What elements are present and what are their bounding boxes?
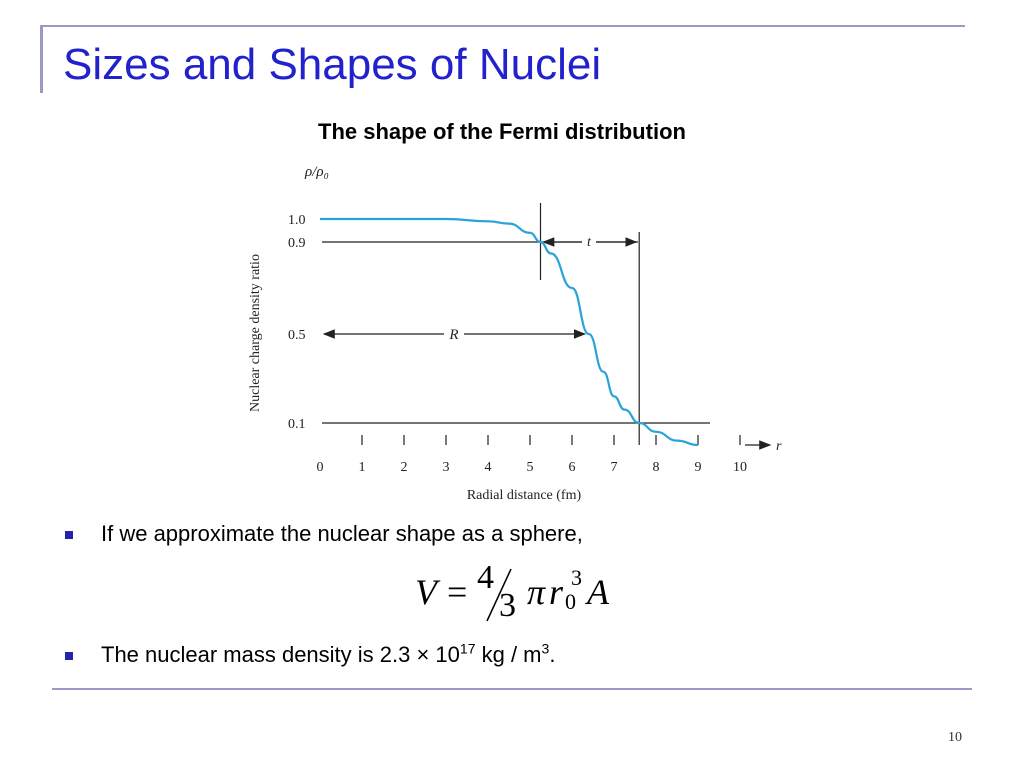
x-tick-label: 4 — [484, 460, 492, 475]
x-tick-label: 7 — [610, 460, 618, 475]
y-tick-label: 0.5 — [288, 328, 306, 343]
t-label: t — [587, 235, 591, 250]
density-text-suffix: . — [549, 642, 556, 667]
formula-pi: π — [527, 572, 546, 612]
bullet-mass-density — [65, 640, 555, 670]
y-tick-label: 1.0 — [288, 213, 306, 228]
formula-lhs: V — [415, 572, 437, 612]
slide-number: 10 — [948, 730, 962, 745]
formula-r: r — [549, 572, 564, 612]
volume-formula — [415, 559, 625, 625]
formula-r-subscript: 0 — [565, 589, 576, 614]
y-axis-symbol: ρ/ρ₀ — [305, 164, 329, 180]
bullet-square-icon — [65, 531, 73, 539]
x-axis-symbol: r — [776, 439, 782, 454]
y-tick-label: 0.1 — [288, 417, 306, 432]
chart-caption: The shape of the Fermi distribution — [318, 119, 686, 144]
formula-equals: = — [447, 572, 468, 612]
formula-r-superscript: 3 — [571, 565, 582, 590]
bullet-sphere-approximation — [65, 519, 583, 549]
density-exponent: 17 — [459, 640, 476, 657]
fermi-curve-line — [320, 219, 698, 445]
slide-title: Sizes and Shapes of Nuclei — [63, 40, 602, 89]
y-tick-label: 0.9 — [288, 236, 306, 251]
formula-denominator: 3 — [499, 587, 516, 624]
y-axis-label: Nuclear charge density ratio — [248, 254, 263, 412]
density-text-prefix: The nuclear mass density is 2.3 × 10 — [101, 642, 460, 667]
x-tick-label: 8 — [652, 460, 660, 475]
density-unit-exponent: 3 — [541, 640, 550, 657]
x-tick-label: 6 — [568, 460, 576, 475]
bullet-text-1: If we approximate the nuclear shape as a sphere, — [101, 521, 583, 546]
bottom-divider — [52, 688, 972, 690]
x-tick-label: 10 — [733, 460, 747, 475]
formula-numerator: 4 — [477, 559, 494, 596]
x-tick-label: 9 — [694, 460, 702, 475]
x-tick-label: 0 — [316, 460, 324, 475]
x-tick-label: 3 — [442, 460, 450, 475]
density-text-unit: kg / m — [475, 642, 542, 667]
r-label: R — [449, 327, 459, 343]
x-tick-label: 2 — [400, 460, 408, 475]
x-axis-label: Radial distance (fm) — [466, 488, 582, 503]
formula-A: A — [587, 572, 609, 612]
x-tick-label: 5 — [526, 460, 534, 475]
x-tick-label: 1 — [358, 460, 366, 475]
bullet-square-icon — [65, 652, 73, 660]
